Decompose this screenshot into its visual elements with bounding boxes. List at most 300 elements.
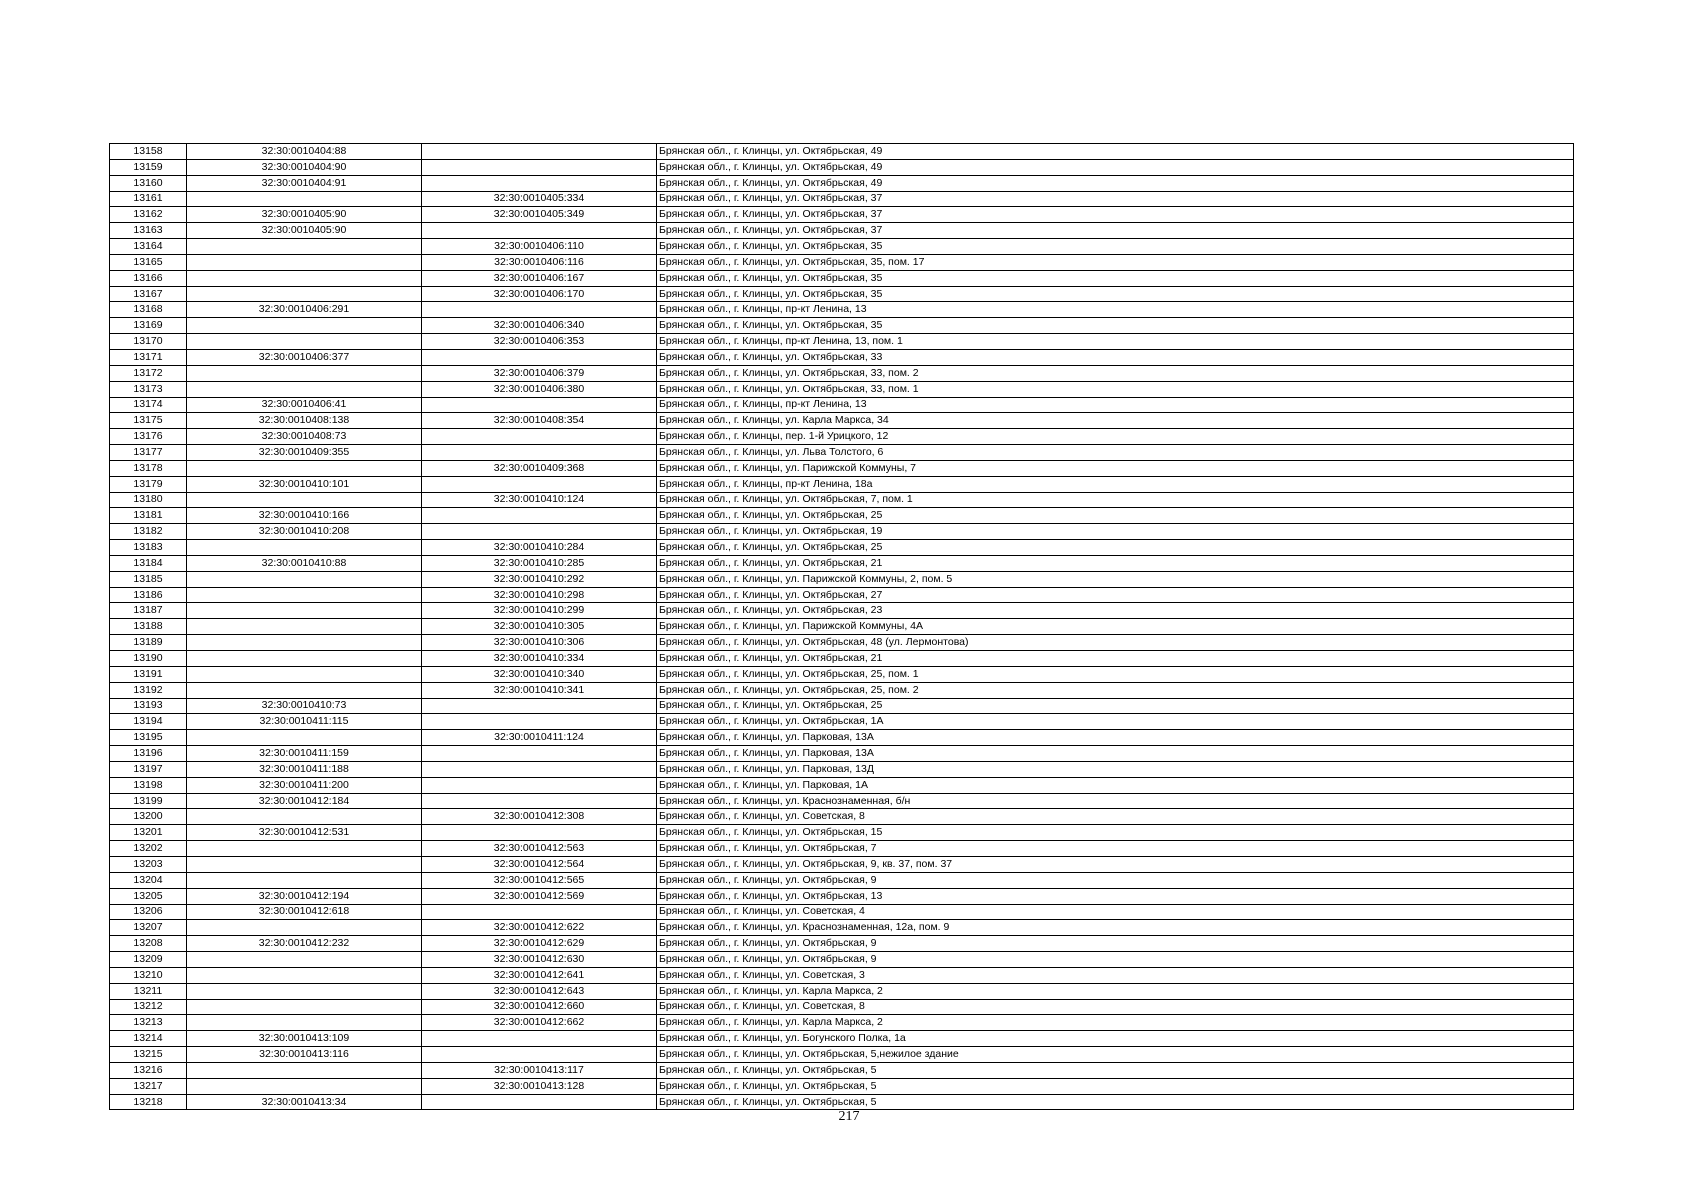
row-number-cell: 13198 xyxy=(110,777,187,793)
building-cadastral-number-cell xyxy=(422,445,657,461)
land-cadastral-number-cell: 32:30:0010411:115 xyxy=(187,714,422,730)
table-row xyxy=(110,825,1574,841)
land-cadastral-number-cell: 32:30:0010412:232 xyxy=(187,936,422,952)
address-cell: Брянская обл., г. Клинцы, ул. Октябрьская, 49 xyxy=(657,159,1574,175)
land-cadastral-number-cell: 32:30:0010410:88 xyxy=(187,555,422,571)
building-cadastral-number-cell: 32:30:0010412:565 xyxy=(422,872,657,888)
table-row xyxy=(110,967,1574,983)
address-cell: Брянская обл., г. Клинцы, ул. Октябрьская, 25, пом. 2 xyxy=(657,682,1574,698)
row-number-cell: 13199 xyxy=(110,793,187,809)
row-number-cell: 13207 xyxy=(110,920,187,936)
table-row xyxy=(110,555,1574,571)
row-number-cell: 13184 xyxy=(110,555,187,571)
address-cell: Брянская обл., г. Клинцы, ул. Парковая, 1А xyxy=(657,777,1574,793)
address-cell: Брянская обл., г. Клинцы, ул. Советская, 4 xyxy=(657,904,1574,920)
building-cadastral-number-cell: 32:30:0010412:660 xyxy=(422,999,657,1015)
land-cadastral-number-cell xyxy=(187,587,422,603)
table-row xyxy=(110,254,1574,270)
address-cell: Брянская обл., г. Клинцы, ул. Советская, 8 xyxy=(657,809,1574,825)
land-cadastral-number-cell xyxy=(187,1015,422,1031)
table-row xyxy=(110,492,1574,508)
address-cell: Брянская обл., г. Клинцы, ул. Октябрьская, 9 xyxy=(657,872,1574,888)
table-row xyxy=(110,603,1574,619)
address-cell: Брянская обл., г. Клинцы, ул. Октябрьская, 1А xyxy=(657,714,1574,730)
land-cadastral-number-cell: 32:30:0010405:90 xyxy=(187,207,422,223)
address-cell: Брянская обл., г. Клинцы, ул. Парковая, 13А xyxy=(657,730,1574,746)
building-cadastral-number-cell xyxy=(422,508,657,524)
land-cadastral-number-cell: 32:30:0010411:200 xyxy=(187,777,422,793)
building-cadastral-number-cell xyxy=(422,397,657,413)
address-cell: Брянская обл., г. Клинцы, пер. 1-й Урицкого, 12 xyxy=(657,429,1574,445)
land-cadastral-number-cell: 32:30:0010411:159 xyxy=(187,746,422,762)
land-cadastral-number-cell xyxy=(187,191,422,207)
address-cell: Брянская обл., г. Клинцы, ул. Карла Маркса, 2 xyxy=(657,1015,1574,1031)
address-cell: Брянская обл., г. Клинцы, ул. Парижской Коммуны, 2, пом. 5 xyxy=(657,571,1574,587)
address-cell: Брянская обл., г. Клинцы, ул. Октябрьская, 49 xyxy=(657,144,1574,160)
table-row xyxy=(110,460,1574,476)
land-cadastral-number-cell xyxy=(187,809,422,825)
row-number-cell: 13193 xyxy=(110,698,187,714)
row-number-cell: 13163 xyxy=(110,223,187,239)
building-cadastral-number-cell xyxy=(422,302,657,318)
address-cell: Брянская обл., г. Клинцы, ул. Октябрьская, 15 xyxy=(657,825,1574,841)
land-cadastral-number-cell xyxy=(187,872,422,888)
land-cadastral-number-cell xyxy=(187,540,422,556)
table-row xyxy=(110,1094,1574,1110)
building-cadastral-number-cell: 32:30:0010412:563 xyxy=(422,841,657,857)
registry-table xyxy=(109,143,1574,1110)
land-cadastral-number-cell xyxy=(187,952,422,968)
land-cadastral-number-cell xyxy=(187,983,422,999)
land-cadastral-number-cell: 32:30:0010413:34 xyxy=(187,1094,422,1110)
table-row xyxy=(110,397,1574,413)
building-cadastral-number-cell xyxy=(422,698,657,714)
address-cell: Брянская обл., г. Клинцы, ул. Октябрьская, 13 xyxy=(657,888,1574,904)
address-cell: Брянская обл., г. Клинцы, ул. Октябрьская, 37 xyxy=(657,223,1574,239)
building-cadastral-number-cell xyxy=(422,761,657,777)
address-cell: Брянская обл., г. Клинцы, ул. Советская, 3 xyxy=(657,967,1574,983)
row-number-cell: 13188 xyxy=(110,619,187,635)
address-cell: Брянская обл., г. Клинцы, пр-кт Ленина, 18а xyxy=(657,476,1574,492)
row-number-cell: 13214 xyxy=(110,1031,187,1047)
table-row xyxy=(110,841,1574,857)
land-cadastral-number-cell xyxy=(187,1078,422,1094)
row-number-cell: 13169 xyxy=(110,318,187,334)
row-number-cell: 13160 xyxy=(110,175,187,191)
building-cadastral-number-cell xyxy=(422,159,657,175)
row-number-cell: 13180 xyxy=(110,492,187,508)
address-cell: Брянская обл., г. Клинцы, ул. Карла Маркса, 34 xyxy=(657,413,1574,429)
land-cadastral-number-cell xyxy=(187,571,422,587)
land-cadastral-number-cell xyxy=(187,619,422,635)
land-cadastral-number-cell xyxy=(187,999,422,1015)
table-row xyxy=(110,476,1574,492)
building-cadastral-number-cell: 32:30:0010412:629 xyxy=(422,936,657,952)
table-row xyxy=(110,191,1574,207)
land-cadastral-number-cell: 32:30:0010404:88 xyxy=(187,144,422,160)
address-cell: Брянская обл., г. Клинцы, ул. Советская, 8 xyxy=(657,999,1574,1015)
table-row xyxy=(110,920,1574,936)
address-cell: Брянская обл., г. Клинцы, ул. Октябрьская, 21 xyxy=(657,651,1574,667)
address-cell: Брянская обл., г. Клинцы, ул. Октябрьская, 25 xyxy=(657,698,1574,714)
address-cell: Брянская обл., г. Клинцы, ул. Октябрьская, 35 xyxy=(657,239,1574,255)
land-cadastral-number-cell xyxy=(187,460,422,476)
table-row xyxy=(110,429,1574,445)
building-cadastral-number-cell: 32:30:0010405:334 xyxy=(422,191,657,207)
address-cell: Брянская обл., г. Клинцы, ул. Парковая, 13А xyxy=(657,746,1574,762)
address-cell: Брянская обл., г. Клинцы, пр-кт Ленина, 13, пом. 1 xyxy=(657,334,1574,350)
building-cadastral-number-cell: 32:30:0010406:380 xyxy=(422,381,657,397)
row-number-cell: 13209 xyxy=(110,952,187,968)
table-row xyxy=(110,635,1574,651)
table-row xyxy=(110,698,1574,714)
table-row xyxy=(110,952,1574,968)
table-row xyxy=(110,1078,1574,1094)
table-row xyxy=(110,619,1574,635)
building-cadastral-number-cell: 32:30:0010412:641 xyxy=(422,967,657,983)
building-cadastral-number-cell: 32:30:0010410:285 xyxy=(422,555,657,571)
row-number-cell: 13190 xyxy=(110,651,187,667)
table-row xyxy=(110,524,1574,540)
row-number-cell: 13178 xyxy=(110,460,187,476)
row-number-cell: 13165 xyxy=(110,254,187,270)
table-row xyxy=(110,381,1574,397)
building-cadastral-number-cell: 32:30:0010411:124 xyxy=(422,730,657,746)
row-number-cell: 13187 xyxy=(110,603,187,619)
address-cell: Брянская обл., г. Клинцы, ул. Октябрьская, 7 xyxy=(657,841,1574,857)
row-number-cell: 13186 xyxy=(110,587,187,603)
table-row xyxy=(110,365,1574,381)
land-cadastral-number-cell: 32:30:0010410:73 xyxy=(187,698,422,714)
address-cell: Брянская обл., г. Клинцы, ул. Октябрьская, 37 xyxy=(657,191,1574,207)
row-number-cell: 13183 xyxy=(110,540,187,556)
table-row xyxy=(110,207,1574,223)
address-cell: Брянская обл., г. Клинцы, ул. Октябрьская, 25 xyxy=(657,508,1574,524)
address-cell: Брянская обл., г. Клинцы, ул. Октябрьская, 9, кв. 37, пом. 37 xyxy=(657,856,1574,872)
building-cadastral-number-cell: 32:30:0010410:305 xyxy=(422,619,657,635)
table-row xyxy=(110,175,1574,191)
row-number-cell: 13194 xyxy=(110,714,187,730)
building-cadastral-number-cell: 32:30:0010406:167 xyxy=(422,270,657,286)
land-cadastral-number-cell: 32:30:0010406:291 xyxy=(187,302,422,318)
table-row xyxy=(110,508,1574,524)
row-number-cell: 13176 xyxy=(110,429,187,445)
land-cadastral-number-cell: 32:30:0010406:41 xyxy=(187,397,422,413)
building-cadastral-number-cell: 32:30:0010410:298 xyxy=(422,587,657,603)
address-cell: Брянская обл., г. Клинцы, ул. Краснознаменная, б/н xyxy=(657,793,1574,809)
land-cadastral-number-cell: 32:30:0010413:109 xyxy=(187,1031,422,1047)
address-cell: Брянская обл., г. Клинцы, ул. Октябрьская, 49 xyxy=(657,175,1574,191)
building-cadastral-number-cell: 32:30:0010412:622 xyxy=(422,920,657,936)
building-cadastral-number-cell xyxy=(422,144,657,160)
row-number-cell: 13211 xyxy=(110,983,187,999)
building-cadastral-number-cell: 32:30:0010410:299 xyxy=(422,603,657,619)
building-cadastral-number-cell: 32:30:0010412:630 xyxy=(422,952,657,968)
address-cell: Брянская обл., г. Клинцы, ул. Октябрьская, 5,нежилое здание xyxy=(657,1047,1574,1063)
land-cadastral-number-cell xyxy=(187,365,422,381)
row-number-cell: 13203 xyxy=(110,856,187,872)
table-row xyxy=(110,999,1574,1015)
building-cadastral-number-cell xyxy=(422,777,657,793)
land-cadastral-number-cell xyxy=(187,254,422,270)
building-cadastral-number-cell xyxy=(422,223,657,239)
building-cadastral-number-cell: 32:30:0010412:308 xyxy=(422,809,657,825)
building-cadastral-number-cell xyxy=(422,1047,657,1063)
building-cadastral-number-cell xyxy=(422,175,657,191)
land-cadastral-number-cell: 32:30:0010412:184 xyxy=(187,793,422,809)
building-cadastral-number-cell: 32:30:0010408:354 xyxy=(422,413,657,429)
table-row xyxy=(110,809,1574,825)
building-cadastral-number-cell xyxy=(422,1094,657,1110)
row-number-cell: 13161 xyxy=(110,191,187,207)
land-cadastral-number-cell xyxy=(187,651,422,667)
building-cadastral-number-cell: 32:30:0010406:116 xyxy=(422,254,657,270)
building-cadastral-number-cell: 32:30:0010412:564 xyxy=(422,856,657,872)
address-cell: Брянская обл., г. Клинцы, ул. Октябрьская, 25, пом. 1 xyxy=(657,666,1574,682)
address-cell: Брянская обл., г. Клинцы, ул. Октябрьская, 35 xyxy=(657,318,1574,334)
table-row xyxy=(110,349,1574,365)
address-cell: Брянская обл., г. Клинцы, ул. Октябрьская, 7, пом. 1 xyxy=(657,492,1574,508)
land-cadastral-number-cell: 32:30:0010413:116 xyxy=(187,1047,422,1063)
address-cell: Брянская обл., г. Клинцы, ул. Октябрьская, 5 xyxy=(657,1078,1574,1094)
building-cadastral-number-cell xyxy=(422,349,657,365)
address-cell: Брянская обл., г. Клинцы, ул. Богунского Полка, 1а xyxy=(657,1031,1574,1047)
table-row xyxy=(110,318,1574,334)
table-row xyxy=(110,587,1574,603)
table-row xyxy=(110,746,1574,762)
row-number-cell: 13218 xyxy=(110,1094,187,1110)
land-cadastral-number-cell xyxy=(187,967,422,983)
table-row xyxy=(110,904,1574,920)
land-cadastral-number-cell xyxy=(187,270,422,286)
building-cadastral-number-cell: 32:30:0010405:349 xyxy=(422,207,657,223)
address-cell: Брянская обл., г. Клинцы, ул. Октябрьская, 23 xyxy=(657,603,1574,619)
land-cadastral-number-cell xyxy=(187,334,422,350)
building-cadastral-number-cell: 32:30:0010413:128 xyxy=(422,1078,657,1094)
table-row xyxy=(110,571,1574,587)
table-row xyxy=(110,888,1574,904)
row-number-cell: 13182 xyxy=(110,524,187,540)
building-cadastral-number-cell: 32:30:0010412:643 xyxy=(422,983,657,999)
building-cadastral-number-cell xyxy=(422,825,657,841)
row-number-cell: 13206 xyxy=(110,904,187,920)
land-cadastral-number-cell xyxy=(187,286,422,302)
row-number-cell: 13172 xyxy=(110,365,187,381)
address-cell: Брянская обл., г. Клинцы, ул. Октябрьская, 5 xyxy=(657,1094,1574,1110)
land-cadastral-number-cell xyxy=(187,381,422,397)
address-cell: Брянская обл., г. Клинцы, ул. Октябрьская, 19 xyxy=(657,524,1574,540)
row-number-cell: 13215 xyxy=(110,1047,187,1063)
land-cadastral-number-cell: 32:30:0010410:208 xyxy=(187,524,422,540)
address-cell: Брянская обл., г. Клинцы, ул. Карла Маркса, 2 xyxy=(657,983,1574,999)
land-cadastral-number-cell xyxy=(187,841,422,857)
row-number-cell: 13174 xyxy=(110,397,187,413)
building-cadastral-number-cell: 32:30:0010413:117 xyxy=(422,1062,657,1078)
table-row xyxy=(110,1047,1574,1063)
land-cadastral-number-cell xyxy=(187,682,422,698)
row-number-cell: 13192 xyxy=(110,682,187,698)
table-row xyxy=(110,445,1574,461)
building-cadastral-number-cell: 32:30:0010406:340 xyxy=(422,318,657,334)
row-number-cell: 13179 xyxy=(110,476,187,492)
row-number-cell: 13196 xyxy=(110,746,187,762)
row-number-cell: 13210 xyxy=(110,967,187,983)
address-cell: Брянская обл., г. Клинцы, ул. Октябрьская, 5 xyxy=(657,1062,1574,1078)
land-cadastral-number-cell xyxy=(187,666,422,682)
building-cadastral-number-cell: 32:30:0010410:334 xyxy=(422,651,657,667)
table-row xyxy=(110,159,1574,175)
table-row xyxy=(110,413,1574,429)
table-row xyxy=(110,239,1574,255)
table-row xyxy=(110,1062,1574,1078)
address-cell: Брянская обл., г. Клинцы, ул. Октябрьская, 33 xyxy=(657,349,1574,365)
building-cadastral-number-cell: 32:30:0010406:353 xyxy=(422,334,657,350)
land-cadastral-number-cell xyxy=(187,239,422,255)
row-number-cell: 13200 xyxy=(110,809,187,825)
table-row xyxy=(110,144,1574,160)
table-row xyxy=(110,777,1574,793)
land-cadastral-number-cell: 32:30:0010409:355 xyxy=(187,445,422,461)
building-cadastral-number-cell: 32:30:0010410:341 xyxy=(422,682,657,698)
table-row xyxy=(110,730,1574,746)
land-cadastral-number-cell: 32:30:0010412:194 xyxy=(187,888,422,904)
row-number-cell: 13191 xyxy=(110,666,187,682)
row-number-cell: 13159 xyxy=(110,159,187,175)
land-cadastral-number-cell xyxy=(187,603,422,619)
address-cell: Брянская обл., г. Клинцы, пр-кт Ленина, 13 xyxy=(657,302,1574,318)
building-cadastral-number-cell: 32:30:0010406:110 xyxy=(422,239,657,255)
building-cadastral-number-cell xyxy=(422,714,657,730)
row-number-cell: 13158 xyxy=(110,144,187,160)
land-cadastral-number-cell xyxy=(187,856,422,872)
address-cell: Брянская обл., г. Клинцы, ул. Октябрьская, 33, пом. 2 xyxy=(657,365,1574,381)
row-number-cell: 13217 xyxy=(110,1078,187,1094)
building-cadastral-number-cell: 32:30:0010410:306 xyxy=(422,635,657,651)
land-cadastral-number-cell xyxy=(187,1062,422,1078)
building-cadastral-number-cell xyxy=(422,524,657,540)
row-number-cell: 13189 xyxy=(110,635,187,651)
land-cadastral-number-cell: 32:30:0010408:73 xyxy=(187,429,422,445)
land-cadastral-number-cell: 32:30:0010412:618 xyxy=(187,904,422,920)
building-cadastral-number-cell: 32:30:0010412:569 xyxy=(422,888,657,904)
row-number-cell: 13173 xyxy=(110,381,187,397)
table-row xyxy=(110,761,1574,777)
row-number-cell: 13170 xyxy=(110,334,187,350)
row-number-cell: 13162 xyxy=(110,207,187,223)
building-cadastral-number-cell xyxy=(422,1031,657,1047)
land-cadastral-number-cell: 32:30:0010411:188 xyxy=(187,761,422,777)
land-cadastral-number-cell: 32:30:0010405:90 xyxy=(187,223,422,239)
table-row xyxy=(110,1031,1574,1047)
row-number-cell: 13168 xyxy=(110,302,187,318)
table-row xyxy=(110,666,1574,682)
building-cadastral-number-cell xyxy=(422,904,657,920)
row-number-cell: 13197 xyxy=(110,761,187,777)
land-cadastral-number-cell: 32:30:0010410:101 xyxy=(187,476,422,492)
building-cadastral-number-cell: 32:30:0010412:662 xyxy=(422,1015,657,1031)
row-number-cell: 13171 xyxy=(110,349,187,365)
registry-table-body xyxy=(110,144,1574,1110)
address-cell: Брянская обл., г. Клинцы, ул. Парижской Коммуны, 7 xyxy=(657,460,1574,476)
table-row xyxy=(110,334,1574,350)
land-cadastral-number-cell xyxy=(187,635,422,651)
building-cadastral-number-cell xyxy=(422,793,657,809)
building-cadastral-number-cell: 32:30:0010410:292 xyxy=(422,571,657,587)
row-number-cell: 13167 xyxy=(110,286,187,302)
table-row xyxy=(110,286,1574,302)
row-number-cell: 13202 xyxy=(110,841,187,857)
address-cell: Брянская обл., г. Клинцы, ул. Октябрьская, 27 xyxy=(657,587,1574,603)
row-number-cell: 13164 xyxy=(110,239,187,255)
address-cell: Брянская обл., г. Клинцы, ул. Октябрьская, 37 xyxy=(657,207,1574,223)
land-cadastral-number-cell xyxy=(187,920,422,936)
land-cadastral-number-cell xyxy=(187,730,422,746)
land-cadastral-number-cell: 32:30:0010410:166 xyxy=(187,508,422,524)
address-cell: Брянская обл., г. Клинцы, ул. Парижской Коммуны, 4А xyxy=(657,619,1574,635)
row-number-cell: 13201 xyxy=(110,825,187,841)
building-cadastral-number-cell: 32:30:0010410:340 xyxy=(422,666,657,682)
address-cell: Брянская обл., г. Клинцы, ул. Парковая, 13Д xyxy=(657,761,1574,777)
row-number-cell: 13213 xyxy=(110,1015,187,1031)
address-cell: Брянская обл., г. Клинцы, ул. Льва Толстого, 6 xyxy=(657,445,1574,461)
table-row xyxy=(110,540,1574,556)
table-row xyxy=(110,714,1574,730)
row-number-cell: 13181 xyxy=(110,508,187,524)
address-cell: Брянская обл., г. Клинцы, ул. Октябрьская, 21 xyxy=(657,555,1574,571)
land-cadastral-number-cell: 32:30:0010404:91 xyxy=(187,175,422,191)
table-row xyxy=(110,983,1574,999)
table-row xyxy=(110,302,1574,318)
building-cadastral-number-cell: 32:30:0010409:368 xyxy=(422,460,657,476)
table-row xyxy=(110,936,1574,952)
page-number: 217 xyxy=(838,1109,860,1124)
table-row xyxy=(110,793,1574,809)
table-row xyxy=(110,872,1574,888)
table-row xyxy=(110,223,1574,239)
address-cell: Брянская обл., г. Клинцы, пр-кт Ленина, 13 xyxy=(657,397,1574,413)
row-number-cell: 13177 xyxy=(110,445,187,461)
row-number-cell: 13175 xyxy=(110,413,187,429)
row-number-cell: 13212 xyxy=(110,999,187,1015)
row-number-cell: 13185 xyxy=(110,571,187,587)
address-cell: Брянская обл., г. Клинцы, ул. Октябрьская, 33, пом. 1 xyxy=(657,381,1574,397)
table-row xyxy=(110,856,1574,872)
building-cadastral-number-cell: 32:30:0010410:124 xyxy=(422,492,657,508)
address-cell: Брянская обл., г. Клинцы, ул. Октябрьская, 9 xyxy=(657,952,1574,968)
land-cadastral-number-cell xyxy=(187,492,422,508)
address-cell: Брянская обл., г. Клинцы, ул. Октябрьская, 9 xyxy=(657,936,1574,952)
land-cadastral-number-cell: 32:30:0010406:377 xyxy=(187,349,422,365)
address-cell: Брянская обл., г. Клинцы, ул. Октябрьская, 35, пом. 17 xyxy=(657,254,1574,270)
address-cell: Брянская обл., г. Клинцы, ул. Октябрьская, 35 xyxy=(657,286,1574,302)
land-cadastral-number-cell xyxy=(187,318,422,334)
address-cell: Брянская обл., г. Клинцы, ул. Краснознаменная, 12а, пом. 9 xyxy=(657,920,1574,936)
row-number-cell: 13205 xyxy=(110,888,187,904)
table-row xyxy=(110,1015,1574,1031)
building-cadastral-number-cell: 32:30:0010406:170 xyxy=(422,286,657,302)
building-cadastral-number-cell xyxy=(422,476,657,492)
address-cell: Брянская обл., г. Клинцы, ул. Октябрьская, 48 (ул. Лермонтова) xyxy=(657,635,1574,651)
land-cadastral-number-cell: 32:30:0010412:531 xyxy=(187,825,422,841)
address-cell: Брянская обл., г. Клинцы, ул. Октябрьская, 35 xyxy=(657,270,1574,286)
row-number-cell: 13166 xyxy=(110,270,187,286)
building-cadastral-number-cell: 32:30:0010406:379 xyxy=(422,365,657,381)
building-cadastral-number-cell xyxy=(422,429,657,445)
table-row xyxy=(110,682,1574,698)
table-row xyxy=(110,651,1574,667)
row-number-cell: 13208 xyxy=(110,936,187,952)
row-number-cell: 13204 xyxy=(110,872,187,888)
